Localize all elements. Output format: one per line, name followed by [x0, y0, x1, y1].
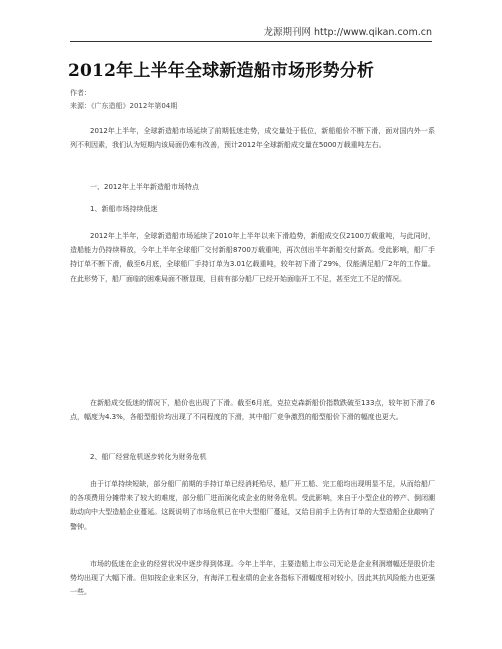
paragraph-price-decline: 在新船成交低迷的情况下，船价也出现了下滑。截至6月底，克拉克森新船价指数跌破至133点，较年初下滑了6点，幅度为4.3%，各船型船价均出现了不同程度的下滑，其中船厂竞争激烈的船型船价下滑的幅度也更大。 — [70, 399, 435, 422]
paragraph-financial-crisis: 由于订单持续短缺，部分船厂前期的手持订单已经消耗殆尽，船厂开工船、完工船均出现明显不足，从而给船厂的各项费用分摊带来了较大的难度，部分船厂进而演化成企业的财务危机。受此影响，来自于小型企业的停产、倒闭潮助动向中大型造船企业蔓延。这既说明了市场危机已在中大型船厂蔓延，又给目前手上仍有订单的大型造船企业敲响了警钟。 — [70, 480, 435, 531]
subsection1-heading: 1、新船市场持续低迷 — [90, 205, 158, 213]
source-line: 来源：《广东造船》2012年第04期 — [70, 102, 178, 110]
article-title: 2012年上半年全球新造船市场形势分析 — [68, 61, 375, 81]
subsection2-heading: 2、船厂经营危机逐步转化为财务危机 — [90, 453, 207, 461]
author-label: 作者： — [70, 89, 91, 97]
paragraph-market-slump: 2012年上半年，全球新造船市场延续了2010年上半年以来下滑趋势，新船成交仅2100万载重吨，与此同时，造船能力仍持续释放，今年上半年全球船厂交付新船8700万载重吨，再次创出半年新船交付新高。受此影响，船厂手持订单不断下滑，截至6月底，全球船厂手持订单为3.01亿载重吨，较年初下滑了29%，仅能满足船厂2年的工作量。在此形势下，船厂面临的困难局面不断显现，目前有部分船厂已经开始面临开工不足，甚至完工不足的情况。 — [70, 232, 435, 283]
header-divider — [70, 41, 432, 42]
intro-paragraph: 2012年上半年，全球新造船市场延续了前期低迷走势，成交量处于低位，新船船价不断下滑，面对国内外一系列不利因素，我们认为短期内该局面仍难有改善，预计2012年全球新船成交量在5000万载重吨左右。 — [70, 127, 435, 150]
header-source-text: 龙源期刊网 http://www.qikan.com.cn — [263, 27, 432, 38]
section1-heading: 一、2012年上半年新造船市场特点 — [90, 183, 199, 191]
paragraph-listed-companies: 市场的低迷在企业的经营状况中逐步得到体现。今年上半年，主要造船上市公司无论是企业利润增幅还是股价走势均出现了大幅下滑。但如按企业来区分，有海洋工程业绩的企业各指标下滑幅度相对较小，因此其抗风险能力也更强一些。 — [70, 560, 435, 597]
